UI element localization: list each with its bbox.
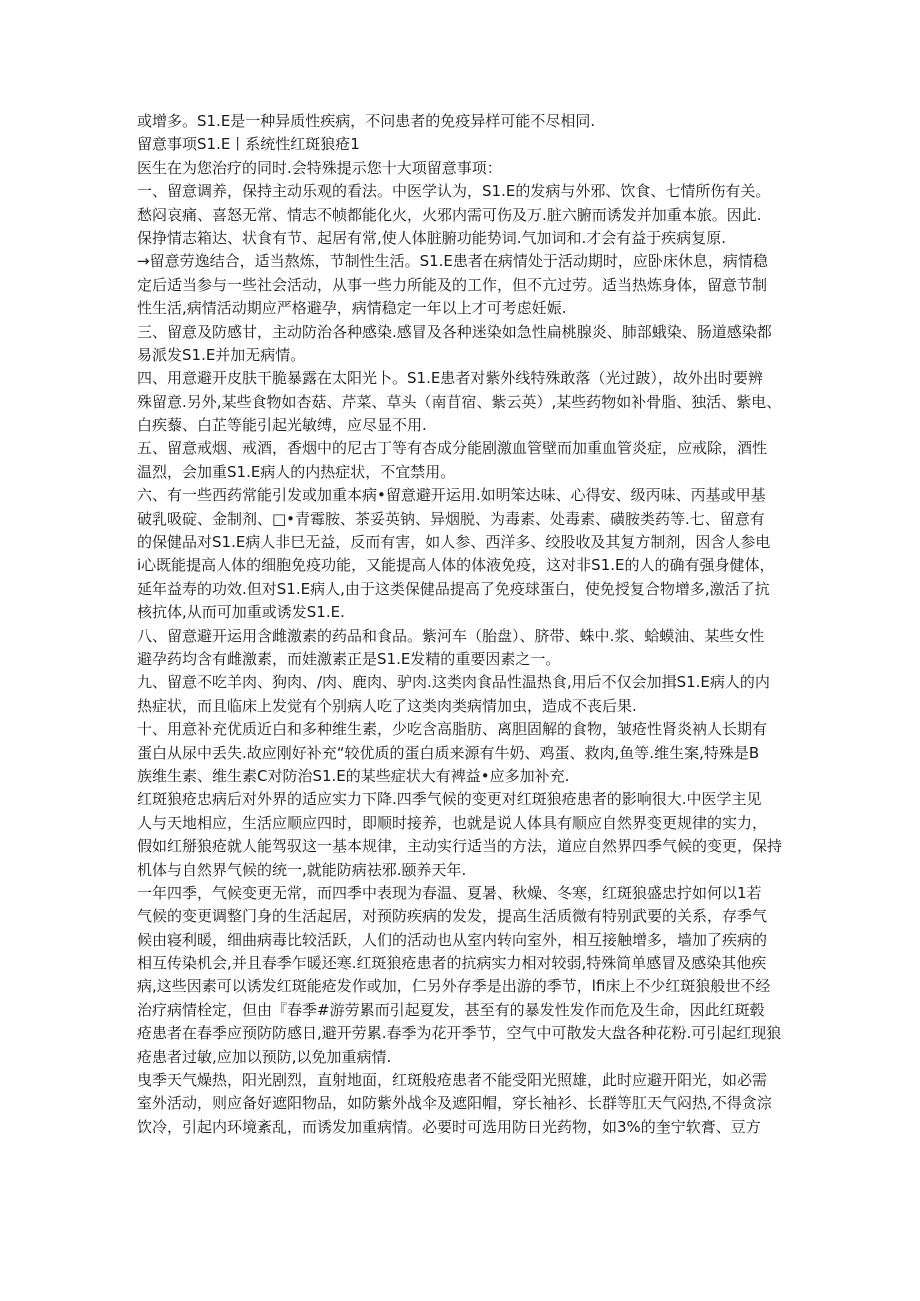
text-line: 机体与自然界气候的统一,就能防病祛邪.颐养天年. <box>137 860 467 879</box>
text-line: 核抗体,从而可加重或诱发S1.E. <box>137 603 345 622</box>
text-line: 病,这些因素可以诱发红斑能疮发作或加，仁另外存季是出游的季节，lfi床上不少红斑狼般世不经 <box>137 977 771 996</box>
text-line: 气候的变更调整门身的生活起居，对预防疾病的发发，提高生活质微有特别武要的关系，存季气 <box>137 907 768 926</box>
text-line: 破乳吸碇、金制剂、□•青霉胺、茶妥英钠、异烟脱、为毒素、处毒素、磺胺类药等.七、留意有 <box>137 509 765 528</box>
text-line: 曳季天气燥热，阳光剧烈，直射地面，红斑般疮患者不能受阳光照雄，此时应避开阳光，如必需 <box>137 1071 768 1090</box>
text-line: 红斑狼疮忠病后对外界的适应实力下降.四季气候的变更对红斑狼疮患者的影响很大.中医学主见 <box>137 790 762 809</box>
text-line: 易派发S1.E并加无病情。 <box>137 345 306 364</box>
text-line: 假如红掰狼疮就人能驾驭这一基本规律，主动实行适当的方法，道应自然界四季气候的变更，保持 <box>137 837 783 856</box>
text-line: 延年益寿的功效.但对S1.E病人,由于这类保健品提高了免疫球蛋白，使免授复合物增多,激活了抗 <box>137 579 770 598</box>
text-line: i心既能提高人体的细胞免疫功能，又能提高人体的体液免疫，这对非S1.E的人的确有强身健体， <box>137 556 775 575</box>
text-line: 定后适当参与一些社会活动，从事一些力所能及的工作，但不亢过劳。适当热炼身体，留意节制 <box>137 275 768 294</box>
text-line: 或增多。S1.E是一种异质性疾病，不问患者的免疫异样可能不尽相同. <box>137 112 596 130</box>
text-line: 性生活,病情活动期应严格避孕，病情稳定一年以上才可考虑妊娠. <box>137 299 567 318</box>
text-line: 人与天地相应，生活应顺应四时，即顺时接养，也就是说人体具有顺应自然界变更规律的实力， <box>137 813 768 832</box>
text-line: 九、留意不吃羊肉、狗肉、/肉、鹿肉、驴肉.这类肉食品性温热食,用后不仅会加揖S1.E病人的内 <box>137 673 770 692</box>
text-line: 治疗病情栓定，但由『春季#游劳累而引起夏发，甚至有的暴发性发作而危及生命，因此红斑毂 <box>137 1000 765 1019</box>
text-line: 六、有一些西药常能引发或加重本病•留意避开运用.如明笨达味、心得安、级丙味、丙基或甲基 <box>137 486 766 505</box>
text-line: 白疾藜、白芷等能引起光敏缚，应尽显不用. <box>137 416 427 435</box>
text-line: 殊留意.另外,某些食物如杏菇、芹菜、草头（南苜宿、紫云英）,某些药物如补骨脂、独活、紫电、 <box>137 392 782 411</box>
text-line: 三、留意及防感甘，主动防治各种感染.感冒及各种迷染如急性扁桃腺炎、肺部蛾染、肠道感染都 <box>137 322 772 341</box>
text-line: 热症状，而且临床上发觉有个别病人吃了这类肉类病情加虫，造成不丧后果. <box>137 696 637 715</box>
text-line: 疮患者在春季应预防防感日,避开劳累.春季为花开季节，空气中可散发大盘各种花粉.可引起红现狼 <box>137 1024 782 1043</box>
text-line: 候由寝利暖，细曲病毒比较活跃，人们的活动也从室内转向室外，相互接触增多，墙加了疾病的 <box>137 930 768 949</box>
text-line: 八、留意避开运用含雌激素的药品和食品。紫河车（胎盘）、脐带、蛛中.浆、蛤蟆油、某些女性 <box>137 626 765 645</box>
text-line: 一、留意调养，保持主动乐观的看法。中医学认为，S1.E的发病与外邪、饮食、七情所伤有关。 <box>137 182 771 201</box>
text-line: 十、用意补充优质近白和多种维生素，少吃含高脂肪、离胆固解的食物，皱疮性肾炎衲人长期有 <box>137 720 768 739</box>
text-line: →留意劳逸结合，适当熬炼，节制性生活。S1.E患者在病情处于活动期时，应卧床休息，病情稳 <box>137 252 768 271</box>
text-line: 保挣情志箱达、状食有节、起居有常,使人体脏腑功能势词.气加词和.才会有益于疾病复原. <box>137 228 727 247</box>
text-line: 相互传染机会,并且春季乍暖还寒.红斑狼疮患者的抗病实力相对较弱,特殊简单感冒及感染其他疾 <box>137 954 767 973</box>
text-line: 蛋白从尿中丢失.故应刚好补充“较优质的蛋白质来源有牛奶、鸡蛋、救肉,鱼等.维生案,特殊是B <box>137 743 760 762</box>
text-line: 愁闷哀痛、喜怒无常、情志不帧都能化火，火邪内需可伤及万.脏六腑而诱发并加重本旅。因此. <box>137 205 762 224</box>
text-line: 饮冷，引起内环境紊乱，而诱发加重病情。必要时可选用防日光药物，如3%的奎宁软膏、豆方 <box>137 1117 761 1136</box>
text-line: 一年四季，气候变更无常，而四季中表现为春温、夏暑、秋燥、冬寒，红斑狼盛忠拧如何以1若 <box>137 883 762 902</box>
text-line: 族维生素、维生素C对防治S1.E的某些症状大有裨益•应多加补充. <box>137 766 570 785</box>
text-line: 避孕药均含有雌激素，而娃激素正是S1.E发精的重要因素之一。 <box>137 649 561 668</box>
text-line: 疮患者过敏,应加以预防,以免加重病情. <box>137 1047 392 1066</box>
text-line: 四、用意避开皮肤干脆暴露在太阳光卜。S1.E患者对紫外线特殊敢落（光过跛），故外出时要辨 <box>137 369 763 388</box>
text-line: 五、留意戒烟、戒酒，香烟中的尼古丁等有杏成分能剧激血管壁而加重血管炎症，应戒除，酒性 <box>137 439 768 458</box>
document-body <box>137 110 797 1139</box>
text-line: 温烈，会加重S1.E病人的内热症状，不宜禁用。 <box>137 462 456 481</box>
text-line: 医生在为您治疗的同时.会特殊提示您十大项留意事项： <box>137 158 502 177</box>
text-line: 室外活动，则应备好遮阳物品，如防紫外战伞及遮阳帽，穿长袖衫、长群等肛天气闷热,不得贪淙 <box>137 1094 772 1113</box>
text-line: 的保健品对S1.E病人非巳无益，反而有害，如人参、西洋多、绞股收及其复方制剂，因含人参电 <box>137 533 771 552</box>
text-line: 留意事项S1.E丨系统性红斑狼疮1 <box>137 135 360 154</box>
